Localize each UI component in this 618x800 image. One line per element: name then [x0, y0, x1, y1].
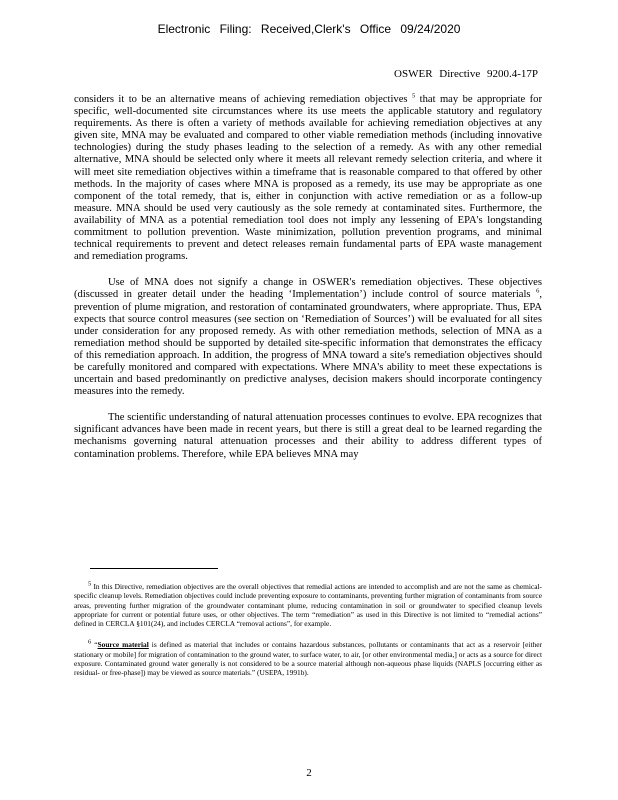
page-number: 2: [306, 767, 312, 779]
paragraph-3-text: The scientific understanding of natural attenuation processes continues to evolve. EPA recognizes that significant advances have been made in recent years, but there is still a great deal to be learned regarding the mechanisms governing natural attenuation processes and their ability to address different types of contamination problems. Therefore, while EPA believes MNA may: [74, 412, 542, 460]
paragraph-2-text-a: Use of MNA does not signify a change in OSWER's remediation objectives. These objectives (discussed in greater detail under the heading ‘Implementation’) include control of source materials: [74, 277, 542, 301]
paragraph-3: [74, 412, 542, 460]
footnote-5-mark: 5: [88, 580, 92, 588]
directive-number: OSWER Directive 9200.4-17P: [394, 68, 538, 80]
footnote-6-term: Source material: [97, 640, 149, 650]
footnote-6: [74, 640, 542, 677]
footnotes: [74, 582, 542, 690]
paragraph-2: [74, 277, 542, 398]
paragraph-2-text-b: , prevention of plume migration, and restoration of contaminated groundwaters, where appropriate. Thus, EPA expects that source control measures (see section on ‘Remediation of Sources’) will be evaluated for all sites under consideration for any proposed remedy. As with other remediation methods, selection of MNA as a remediation method should be supported by detailed site-specific information that demonstrates the efficacy of this remediation approach. In addition, the progress of MNA toward a site's remediation objectives should be carefully monitored and compared with expectations. Where MNA's ability to meet these expectations is uncertain and based predominantly on predictive analyses, decision makers should incorporate contingency measures into the remedy.: [74, 289, 542, 398]
paragraph-1-text-b: that may be appropriate for specific, well-documented site circumstances where its use meets the applicable statutory and regulatory requirements. As there is often a variety of methods available for achieving remediation objectives at any given site, MNA may be evaluated and compared to other viable remediation methods (including innovative technologies) during the study phases leading to the selection of a remedy. As with any other remedial alternative, MNA should be selected only where it meets all relevant remedy selection criteria, and where it will meet site remediation objectives within a timeframe that is reasonable compared to that offered by other methods. In the majority of cases where MNA is proposed as a remedy, its use may be appropriate as one component of the total remedy, that is, either in conjunction with active remediation or as a follow-up measure. MNA should be used very cautiously as the sole remedy at contaminated sites. Furthermore, the availability of MNA as a potential remediation tool does not imply any lessening of EPA's longstanding commitment to pollution prevention. Waste minimization, pollution prevention programs, and minimal technical requirements to prevent and detect releases remain fundamental parts of EPA waste management and remediation programs.: [74, 94, 542, 263]
paragraph-1-text-a: considers it to be an alternative means of achieving remediation objectives: [74, 94, 408, 105]
filing-stamp: Electronic Filing: Received,Clerk's Office 09/24/2020: [157, 22, 461, 36]
footnote-5: [74, 582, 542, 628]
footnote-ref-6[interactable]: 6: [536, 287, 540, 295]
footnote-6-text: is defined as material that includes or contains hazardous substances, pollutants or contaminants that act as a reservoir [either stationary or mobile] for migration of contamination to the ground water, to surface water, to air, [or other environmental media,] or acts as a source for direct exposure. Contaminated ground water generally is not considered to be a source material although non-aqueous phase liquids (NAPLS [occurring either as residual- or free-phase]) may be viewed as source materials.” (USEPA, 1991b).: [74, 640, 543, 678]
footnote-6-open-quote: “: [91, 640, 98, 650]
footnote-ref-5[interactable]: 5: [411, 92, 416, 100]
footnote-5-text: In this Directive, remediation objectives are the overall objectives that remedial actions are intended to accomplish and are not the same as chemical-specific cleanup levels. Remediation objectives could include preventing exposure to contaminants, preventing further migration of contaminants from source areas, preventing further migration of the groundwater contaminant plume, reducing contamination in soil or groundwater to specified cleanup levels appropriate for current or potential future uses, or other objectives. The term “remediation” as used in this Directive is not limited to “remedial actions” defined in CERCLA §101(24), and includes CERCLA “removal actions”, for example.: [74, 582, 542, 629]
footnote-divider: [90, 568, 218, 569]
footnote-6-mark: 6: [88, 639, 92, 647]
document-body: [74, 94, 542, 475]
paragraph-1: [74, 94, 542, 263]
